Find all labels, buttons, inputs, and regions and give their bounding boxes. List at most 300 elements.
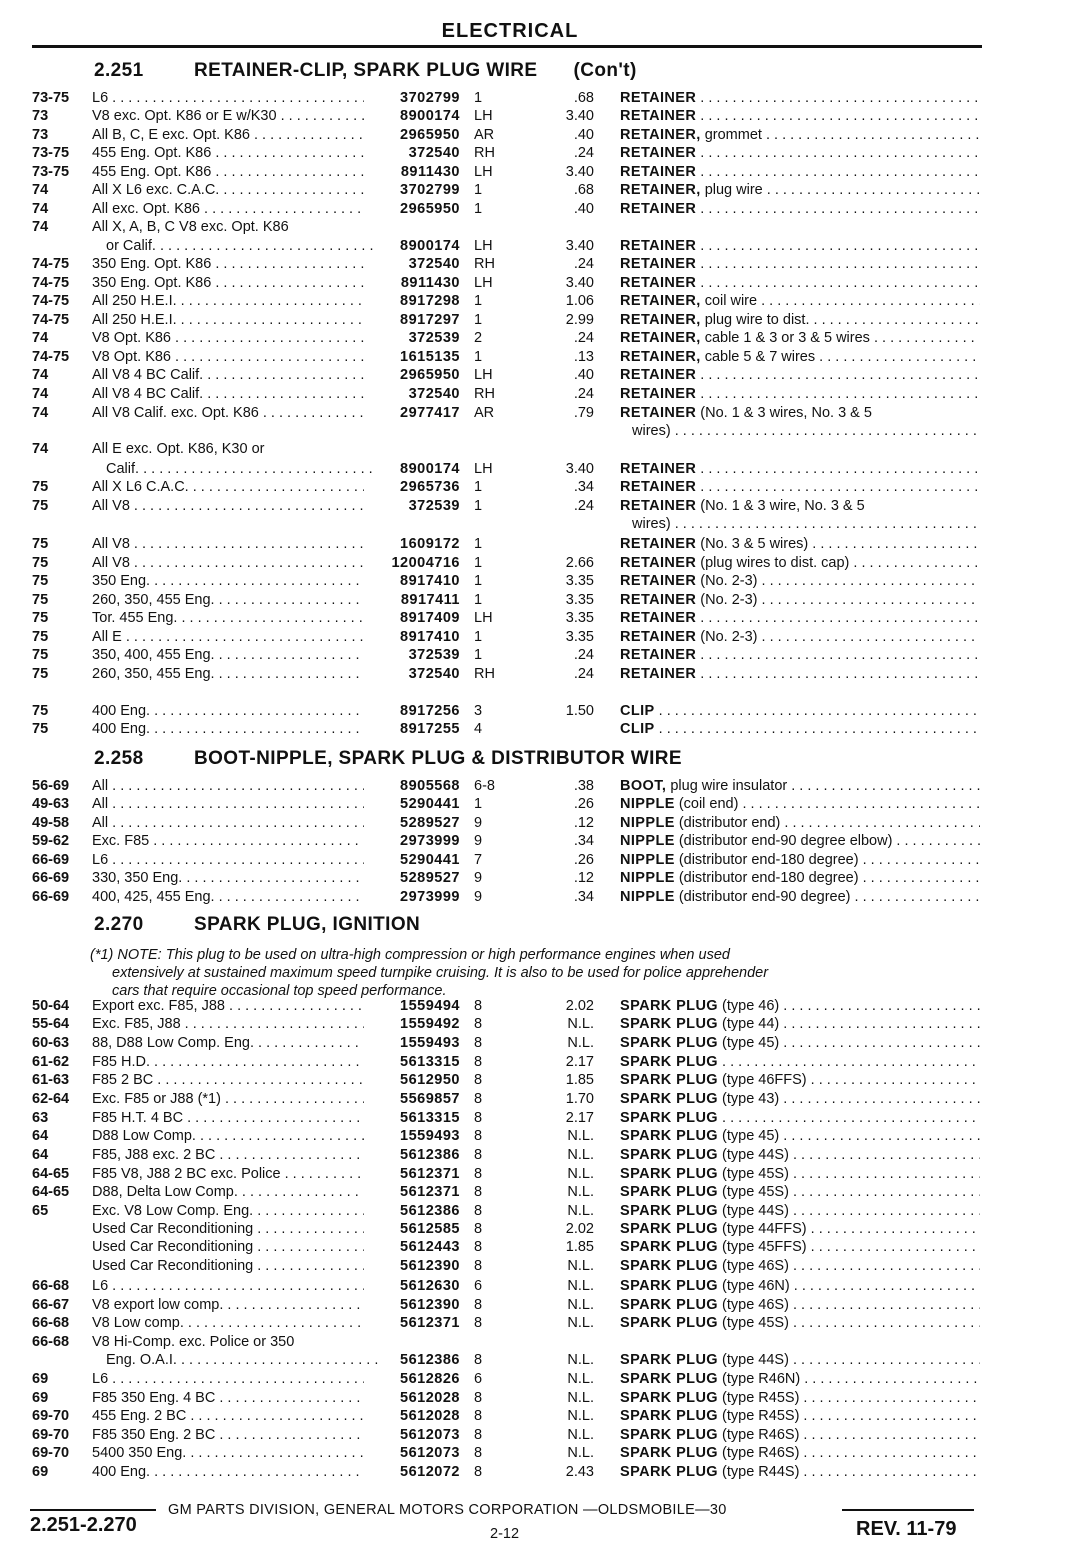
leader-dots bbox=[696, 479, 980, 495]
part-detail: cable 5 & 7 wires bbox=[704, 349, 816, 365]
part-number: 5612950 bbox=[400, 1072, 460, 1088]
table-row bbox=[0, 1407, 1071, 1425]
price: .24 bbox=[573, 498, 594, 514]
application-text: Exc. F85 . . . bbox=[92, 833, 364, 849]
application-text: F85 2 BC . . . bbox=[92, 1072, 364, 1088]
table-row bbox=[0, 1333, 1071, 1351]
price: .40 bbox=[573, 367, 594, 383]
application-text: V8 Opt. K86 . . . bbox=[92, 330, 364, 346]
application-text: All X, A, B, C V8 exc. Opt. K86 bbox=[92, 219, 289, 235]
price: .12 bbox=[573, 870, 594, 886]
row-description bbox=[620, 497, 980, 537]
part-name: SPARK PLUG bbox=[620, 1203, 718, 1219]
price: N.L. bbox=[567, 1390, 594, 1406]
part-number: 8911430 bbox=[400, 164, 460, 180]
table-row bbox=[0, 1370, 1071, 1388]
application-text: All V8 . . . bbox=[92, 555, 364, 571]
leader-dots bbox=[718, 1110, 980, 1126]
row-year: 75 bbox=[32, 703, 49, 719]
row-description bbox=[620, 329, 980, 347]
application-text: All V8 . . . bbox=[92, 536, 364, 552]
price: N.L. bbox=[567, 1184, 594, 1200]
application-text: All 250 H.E.I. . . . bbox=[92, 312, 364, 328]
row-application bbox=[92, 665, 364, 683]
table-row bbox=[0, 144, 1071, 162]
quantity: LH bbox=[474, 367, 493, 383]
part-number: 5612028 bbox=[400, 1408, 460, 1424]
footer-rule-right bbox=[842, 1509, 974, 1511]
table-row bbox=[0, 478, 1071, 496]
table-row bbox=[0, 1314, 1071, 1332]
application-text: All X L6 C.A.C. . . . bbox=[92, 479, 364, 495]
row-year: 69-70 bbox=[32, 1427, 70, 1443]
row-year: 61-63 bbox=[32, 1072, 70, 1088]
price: .24 bbox=[573, 647, 594, 663]
table-row bbox=[0, 126, 1071, 144]
row-year: 59-62 bbox=[32, 833, 70, 849]
application-text: 350, 400, 455 Eng. . . . bbox=[92, 647, 364, 663]
row-application bbox=[92, 292, 364, 310]
leader-dots bbox=[799, 1390, 980, 1406]
row-description bbox=[620, 144, 980, 162]
part-detail: cable 1 & 3 or 3 & 5 wires bbox=[704, 330, 870, 346]
price: N.L. bbox=[567, 1166, 594, 1182]
part-name: NIPPLE bbox=[620, 815, 675, 831]
page-header-title: ELECTRICAL bbox=[441, 20, 579, 42]
row-application bbox=[92, 1127, 364, 1145]
application-text: L6 . . . bbox=[92, 852, 364, 868]
row-application bbox=[92, 888, 364, 906]
table-row bbox=[0, 1351, 1071, 1369]
row-description bbox=[620, 1407, 980, 1425]
part-number: 5289527 bbox=[400, 815, 460, 831]
price: .24 bbox=[573, 256, 594, 272]
row-description bbox=[620, 200, 980, 218]
part-number: 5612390 bbox=[400, 1297, 460, 1313]
application-text: 5400 350 Eng. . . . bbox=[92, 1445, 364, 1461]
table-row bbox=[0, 1090, 1071, 1108]
row-description bbox=[620, 572, 980, 590]
row-application bbox=[92, 478, 364, 496]
row-description bbox=[620, 1015, 980, 1033]
table-row bbox=[0, 1444, 1071, 1462]
part-name: RETAINER bbox=[620, 108, 697, 124]
part-detail: (type 44S) bbox=[722, 1352, 789, 1368]
row-description bbox=[620, 1220, 980, 1238]
part-number: 2965950 bbox=[400, 201, 460, 217]
row-description bbox=[620, 1351, 980, 1369]
part-number: 5612371 bbox=[400, 1166, 460, 1182]
part-name: RETAINER bbox=[620, 555, 697, 571]
part-detail: (distributor end) bbox=[678, 815, 781, 831]
part-detail: (type 45S) bbox=[722, 1315, 789, 1331]
price: N.L. bbox=[567, 1278, 594, 1294]
part-number: 8900174 bbox=[400, 461, 460, 477]
application-text: All E . . . bbox=[92, 629, 364, 645]
leader-dots bbox=[859, 852, 980, 868]
part-name: RETAINER, bbox=[620, 182, 701, 198]
application-text: V8 exc. Opt. K86 or E w/K30 . . . bbox=[92, 108, 364, 124]
quantity: LH bbox=[474, 610, 493, 626]
table-row bbox=[0, 181, 1071, 199]
part-number: 8917297 bbox=[400, 312, 460, 328]
part-number: 1609172 bbox=[400, 536, 460, 552]
section-title: RETAINER-CLIP, SPARK PLUG WIRE bbox=[194, 60, 538, 81]
part-number: 1559492 bbox=[400, 1016, 460, 1032]
part-name: RETAINER bbox=[620, 498, 697, 514]
row-application bbox=[92, 404, 364, 422]
quantity: 1 bbox=[474, 498, 483, 514]
application-text: All X L6 exc. C.A.C. . . . bbox=[92, 182, 364, 198]
row-application bbox=[92, 460, 378, 478]
quantity: 1 bbox=[474, 592, 483, 608]
part-name: BOOT, bbox=[620, 778, 667, 794]
quantity: 1 bbox=[474, 555, 483, 571]
table-row bbox=[0, 237, 1071, 255]
quantity: 8 bbox=[474, 1258, 483, 1274]
leader-dots bbox=[870, 330, 980, 346]
quantity: 8 bbox=[474, 1110, 483, 1126]
part-name: SPARK PLUG bbox=[620, 1221, 718, 1237]
section-heading bbox=[94, 914, 420, 938]
price: .26 bbox=[573, 852, 594, 868]
quantity: 8 bbox=[474, 1352, 483, 1368]
row-year: 75 bbox=[32, 536, 49, 552]
table-row bbox=[0, 497, 1071, 532]
quantity: 8 bbox=[474, 1016, 483, 1032]
part-number: 8905568 bbox=[400, 778, 460, 794]
row-description bbox=[620, 1109, 980, 1127]
part-number: 372539 bbox=[408, 330, 460, 346]
table-row bbox=[0, 851, 1071, 869]
application-text: 350 Eng. Opt. K86 . . . bbox=[92, 275, 364, 291]
part-detail: plug wire insulator bbox=[670, 778, 788, 794]
part-detail: (type 45) bbox=[722, 1035, 780, 1051]
application-text: or Calif. . . . bbox=[106, 238, 378, 254]
part-name: RETAINER bbox=[620, 256, 697, 272]
table-row bbox=[0, 554, 1071, 572]
table-row bbox=[0, 1277, 1071, 1295]
row-year: 74 bbox=[32, 330, 49, 346]
quantity: LH bbox=[474, 108, 493, 124]
application-text: V8 Low comp. . . . bbox=[92, 1315, 364, 1331]
quantity: LH bbox=[474, 164, 493, 180]
quantity: 8 bbox=[474, 1297, 483, 1313]
header-rule bbox=[32, 45, 982, 48]
part-detail: (type 44FFS) bbox=[722, 1221, 807, 1237]
quantity: 1 bbox=[474, 90, 483, 106]
footer-page-number: 2-12 bbox=[490, 1526, 520, 1542]
table-row bbox=[0, 591, 1071, 609]
part-name: NIPPLE bbox=[620, 833, 675, 849]
leader-dots bbox=[655, 721, 980, 737]
application-text: F85 350 Eng. 2 BC . . . bbox=[92, 1427, 364, 1443]
row-description bbox=[620, 1257, 980, 1275]
part-name: RETAINER bbox=[620, 405, 697, 421]
part-number: 8900174 bbox=[400, 238, 460, 254]
row-application bbox=[92, 218, 364, 236]
application-text: All . . . bbox=[92, 796, 364, 812]
leader-dots bbox=[696, 386, 980, 402]
price: .13 bbox=[573, 349, 594, 365]
row-description bbox=[620, 702, 980, 720]
table-row bbox=[0, 404, 1071, 439]
row-year: 64-65 bbox=[32, 1184, 70, 1200]
leader-dots bbox=[780, 815, 980, 831]
part-number: 372540 bbox=[408, 666, 460, 682]
application-text: F85 H.D. . . . bbox=[92, 1054, 364, 1070]
table-row bbox=[0, 1257, 1071, 1275]
row-description bbox=[620, 1053, 980, 1071]
row-application bbox=[92, 1238, 364, 1256]
leader-dots bbox=[738, 796, 980, 812]
leader-dots bbox=[718, 1054, 980, 1070]
part-name: SPARK PLUG bbox=[620, 1297, 718, 1313]
price: 2.43 bbox=[565, 1464, 594, 1480]
row-application bbox=[92, 1389, 364, 1407]
row-application bbox=[92, 237, 378, 255]
row-application bbox=[92, 1165, 364, 1183]
row-application bbox=[92, 1351, 378, 1369]
part-detail: (type 46S) bbox=[722, 1258, 789, 1274]
part-number: 5612028 bbox=[400, 1390, 460, 1406]
leader-dots bbox=[779, 1016, 980, 1032]
application-text: All . . . bbox=[92, 778, 364, 794]
row-application bbox=[92, 1053, 364, 1071]
quantity: 1 bbox=[474, 573, 483, 589]
row-description bbox=[620, 107, 980, 125]
leader-dots bbox=[800, 1371, 980, 1387]
leader-dots bbox=[789, 1184, 980, 1200]
part-name: RETAINER bbox=[620, 386, 697, 402]
application-text: Exc. F85 or J88 (*1) . . . bbox=[92, 1091, 364, 1107]
leader-dots bbox=[789, 1166, 980, 1182]
application-text: 88, D88 Low Comp. Eng. . . . bbox=[92, 1035, 364, 1051]
price: .79 bbox=[573, 405, 594, 421]
note-line: extensively at sustained maximum speed turnpike cruising. It is also to be used for police apprehender bbox=[112, 965, 769, 981]
leader-dots bbox=[696, 367, 980, 383]
part-detail: (No. 2-3) bbox=[700, 573, 758, 589]
table-row bbox=[0, 460, 1071, 478]
row-description bbox=[620, 832, 980, 850]
application-text: Used Car Reconditioning . . . bbox=[92, 1258, 364, 1274]
table-row bbox=[0, 1220, 1071, 1238]
row-application bbox=[92, 832, 364, 850]
price: N.L. bbox=[567, 1445, 594, 1461]
part-name: SPARK PLUG bbox=[620, 1054, 718, 1070]
part-number: 8917298 bbox=[400, 293, 460, 309]
row-year: 49-58 bbox=[32, 815, 70, 831]
row-description bbox=[620, 1444, 980, 1462]
application-text: Export exc. F85, J88 . . . bbox=[92, 998, 364, 1014]
part-name: NIPPLE bbox=[620, 852, 675, 868]
quantity: 8 bbox=[474, 1239, 483, 1255]
part-number: 8900174 bbox=[400, 108, 460, 124]
quantity: 1 bbox=[474, 479, 483, 495]
part-detail: (No. 3 & 5 wires) bbox=[700, 536, 809, 552]
quantity: 9 bbox=[474, 889, 483, 905]
price: 3.35 bbox=[565, 629, 594, 645]
part-number: 2973999 bbox=[400, 833, 460, 849]
note-line: cars that require occasional top speed performance. bbox=[112, 983, 447, 999]
part-detail: (type 45) bbox=[722, 1128, 780, 1144]
row-year: 75 bbox=[32, 573, 49, 589]
part-number: 8917256 bbox=[400, 703, 460, 719]
quantity: RH bbox=[474, 256, 495, 272]
row-year: 66-68 bbox=[32, 1334, 70, 1350]
part-number: 8911430 bbox=[400, 275, 460, 291]
row-application bbox=[92, 702, 364, 720]
part-name: RETAINER bbox=[620, 573, 697, 589]
row-year: 49-63 bbox=[32, 796, 70, 812]
table-row bbox=[0, 292, 1071, 310]
row-description bbox=[620, 814, 980, 832]
row-application bbox=[92, 385, 364, 403]
application-text: Exc. V8 Low Comp. Eng. . . . bbox=[92, 1203, 364, 1219]
row-description bbox=[620, 720, 980, 738]
quantity: 8 bbox=[474, 1390, 483, 1406]
part-detail-continued: wires) . . . bbox=[620, 516, 977, 537]
table-row bbox=[0, 609, 1071, 627]
leader-dots bbox=[779, 998, 980, 1014]
table-row bbox=[0, 348, 1071, 366]
row-description bbox=[620, 385, 980, 403]
row-description bbox=[620, 609, 980, 627]
application-text: V8 Hi-Comp. exc. Police or 350 bbox=[92, 1334, 295, 1350]
application-text: All V8 . . . bbox=[92, 498, 364, 514]
application-text: All V8 4 BC Calif. . . . bbox=[92, 386, 364, 402]
part-number: 5613315 bbox=[400, 1054, 460, 1070]
leader-dots bbox=[799, 1445, 980, 1461]
row-year: 75 bbox=[32, 555, 49, 571]
row-year: 74-75 bbox=[32, 275, 70, 291]
row-description bbox=[620, 1314, 980, 1332]
row-year: 66-69 bbox=[32, 870, 70, 886]
table-row bbox=[0, 795, 1071, 813]
table-row bbox=[0, 1426, 1071, 1444]
footer-rule-left bbox=[30, 1509, 156, 1511]
part-name: RETAINER, bbox=[620, 330, 701, 346]
row-description bbox=[620, 237, 980, 255]
quantity: 6 bbox=[474, 1371, 483, 1387]
quantity: 1 bbox=[474, 536, 483, 552]
row-description bbox=[620, 795, 980, 813]
application-text: D88 Low Comp. . . . bbox=[92, 1128, 364, 1144]
part-name: RETAINER bbox=[620, 610, 697, 626]
price: .68 bbox=[573, 182, 594, 198]
row-description bbox=[620, 997, 980, 1015]
application-text: Tor. 455 Eng. . . . bbox=[92, 610, 364, 626]
part-name: RETAINER bbox=[620, 238, 697, 254]
row-application bbox=[92, 144, 364, 162]
leader-dots bbox=[763, 182, 980, 198]
application-text: 400, 425, 455 Eng. . . . bbox=[92, 889, 364, 905]
table-row bbox=[0, 628, 1071, 646]
row-application bbox=[92, 255, 364, 273]
quantity: 1 bbox=[474, 312, 483, 328]
row-application bbox=[92, 1277, 364, 1295]
row-description bbox=[620, 1090, 980, 1108]
quantity: 8 bbox=[474, 1128, 483, 1144]
part-detail: (type R45S) bbox=[722, 1408, 800, 1424]
part-name: RETAINER bbox=[620, 666, 697, 682]
part-detail: (distributor end-180 degree) bbox=[678, 870, 859, 886]
price: 1.50 bbox=[565, 703, 594, 719]
part-name: RETAINER bbox=[620, 461, 697, 477]
leader-dots bbox=[807, 1072, 980, 1088]
row-description bbox=[620, 1146, 980, 1164]
quantity: 8 bbox=[474, 1315, 483, 1331]
price: N.L. bbox=[567, 1147, 594, 1163]
application-text: 455 Eng. 2 BC . . . bbox=[92, 1408, 364, 1424]
row-application bbox=[92, 535, 364, 553]
table-row bbox=[0, 1053, 1071, 1071]
quantity: 8 bbox=[474, 1203, 483, 1219]
row-application bbox=[92, 1109, 364, 1127]
row-application bbox=[92, 366, 364, 384]
part-detail: (plug wires to dist. cap) bbox=[700, 555, 850, 571]
footer-section-range: 2.251-2.270 bbox=[30, 1514, 137, 1536]
part-detail: (type R46S) bbox=[722, 1427, 800, 1443]
price: .12 bbox=[573, 815, 594, 831]
application-text: 350 Eng. . . . bbox=[92, 573, 364, 589]
table-row bbox=[0, 255, 1071, 273]
table-row bbox=[0, 777, 1071, 795]
row-application bbox=[92, 1463, 364, 1481]
part-number: 5612073 bbox=[400, 1445, 460, 1461]
table-row bbox=[0, 274, 1071, 292]
row-application bbox=[92, 1146, 364, 1164]
part-number: 8917411 bbox=[400, 592, 460, 608]
section-number: 2.258 bbox=[94, 748, 144, 769]
application-text: 400 Eng. . . . bbox=[92, 721, 364, 737]
part-name: RETAINER, bbox=[620, 349, 701, 365]
application-text: All V8 4 BC Calif. . . . bbox=[92, 367, 364, 383]
row-year: 63 bbox=[32, 1110, 49, 1126]
part-name: SPARK PLUG bbox=[620, 1147, 718, 1163]
row-description bbox=[620, 274, 980, 292]
part-number: 5612826 bbox=[400, 1371, 460, 1387]
row-description bbox=[620, 1202, 980, 1220]
part-number: 5612390 bbox=[400, 1258, 460, 1274]
row-application bbox=[92, 1015, 364, 1033]
part-number: 8917255 bbox=[400, 721, 460, 737]
row-year: 73 bbox=[32, 108, 49, 124]
part-detail: (No. 2-3) bbox=[700, 629, 758, 645]
row-year: 74-75 bbox=[32, 293, 70, 309]
leader-dots bbox=[758, 629, 981, 645]
row-year: 75 bbox=[32, 666, 49, 682]
part-name: SPARK PLUG bbox=[620, 1464, 718, 1480]
part-number: 1559493 bbox=[400, 1035, 460, 1051]
leader-dots bbox=[696, 256, 980, 272]
leader-dots bbox=[696, 275, 980, 291]
row-year: 74 bbox=[32, 219, 49, 235]
row-description bbox=[620, 535, 980, 553]
section-number: 2.251 bbox=[94, 60, 144, 81]
row-year: 75 bbox=[32, 479, 49, 495]
quantity: 3 bbox=[474, 703, 483, 719]
part-detail: (coil end) bbox=[678, 796, 739, 812]
row-year: 73-75 bbox=[32, 145, 70, 161]
row-application bbox=[92, 1333, 364, 1351]
part-name: SPARK PLUG bbox=[620, 1278, 718, 1294]
row-application bbox=[92, 274, 364, 292]
row-application bbox=[92, 572, 364, 590]
table-row bbox=[0, 1183, 1071, 1201]
row-description bbox=[620, 163, 980, 181]
table-row bbox=[0, 1127, 1071, 1145]
